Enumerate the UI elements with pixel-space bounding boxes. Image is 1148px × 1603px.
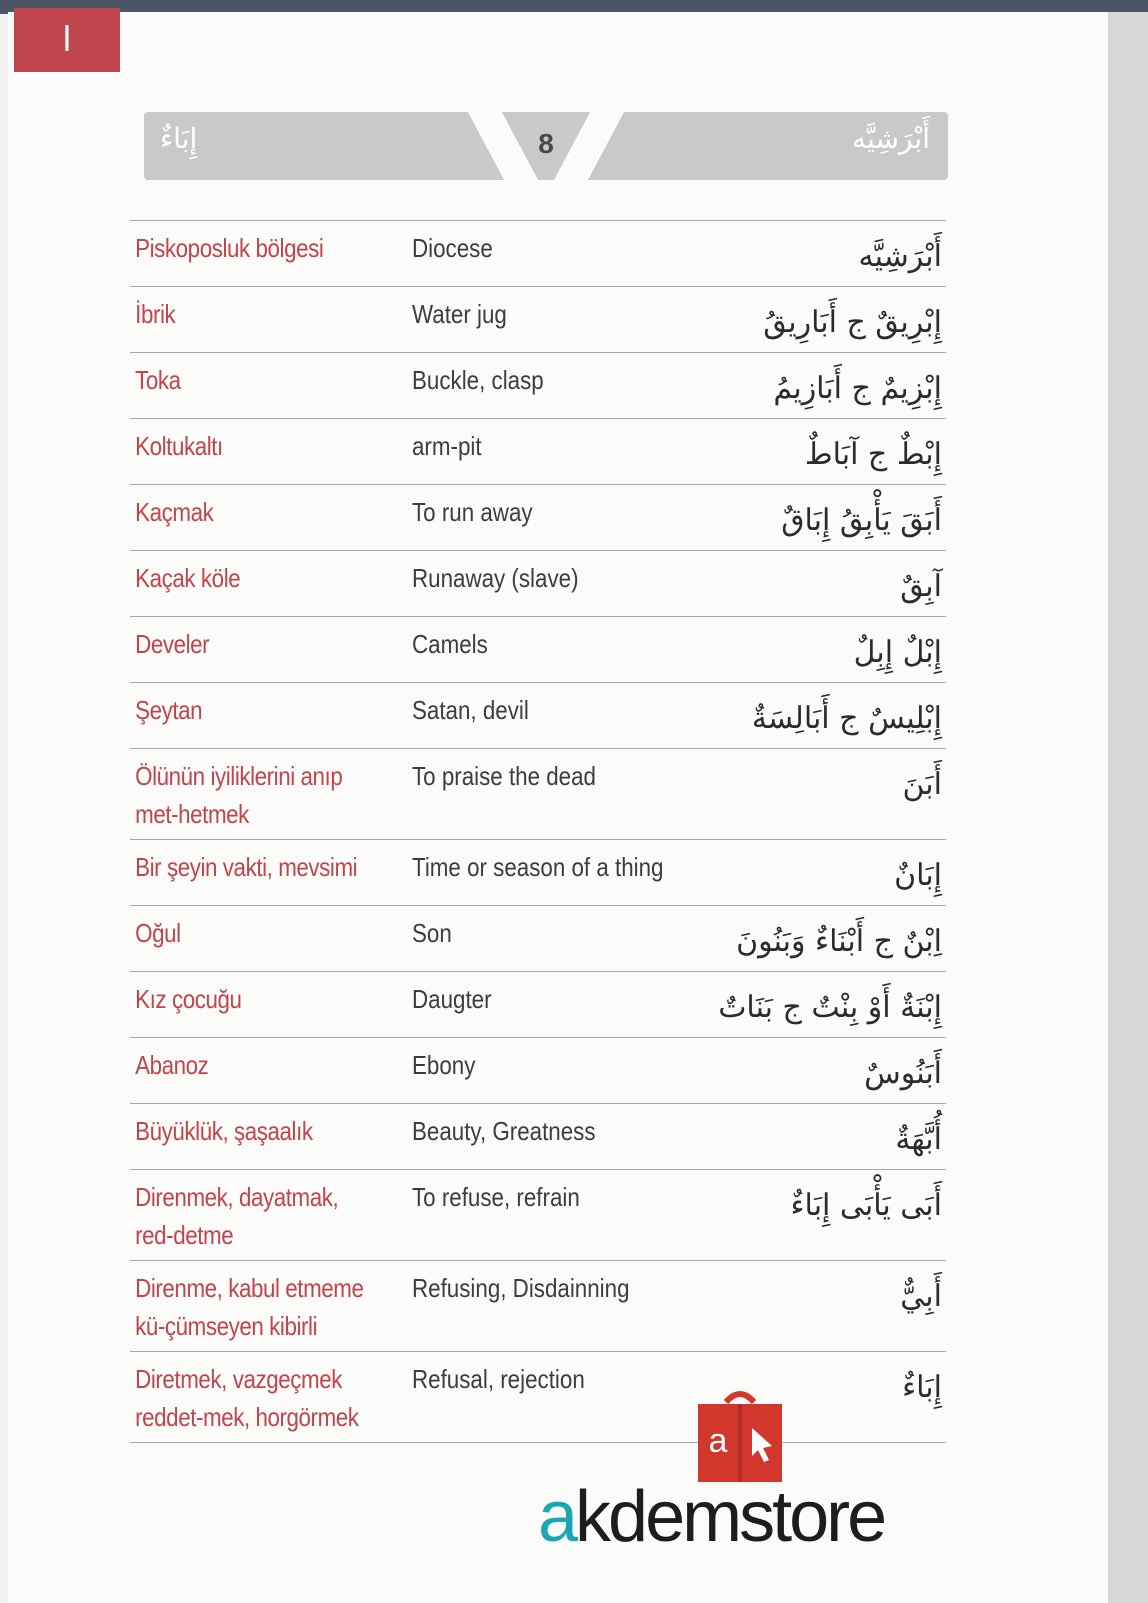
entry-row bbox=[130, 352, 946, 418]
header-first-word: أَبْرَشِيَّه bbox=[852, 122, 930, 155]
english-translation: Time or season of a thing bbox=[412, 852, 664, 882]
turkish-translation: Şeytan bbox=[135, 695, 203, 725]
entry-row bbox=[130, 905, 946, 971]
header-divider-right bbox=[554, 112, 624, 180]
entry-row bbox=[130, 839, 946, 905]
brand-accent: a bbox=[538, 1477, 576, 1557]
entry-row bbox=[130, 220, 946, 286]
english-translation: Runaway (slave) bbox=[412, 563, 579, 593]
english-translation: Camels bbox=[412, 629, 488, 659]
entry-row bbox=[130, 1260, 946, 1351]
entry-row bbox=[130, 971, 946, 1037]
entry-row bbox=[130, 748, 946, 839]
arabic-headword: اِبْنٌ ج أَبْنَاءٌ وَبَنُونَ bbox=[736, 924, 942, 959]
english-translation: To run away bbox=[412, 497, 533, 527]
entry-row bbox=[130, 1037, 946, 1103]
dictionary-entries bbox=[130, 220, 946, 1443]
book-letter: a bbox=[708, 1422, 728, 1460]
arabic-headword: إِبَانٌ bbox=[894, 858, 942, 893]
english-translation: Diocese bbox=[412, 233, 493, 263]
turkish-translation: Piskoposluk bölgesi bbox=[135, 233, 324, 263]
arabic-headword: إِبْلٌ إِبِلٌ bbox=[853, 635, 942, 670]
english-translation: Ebony bbox=[412, 1050, 476, 1080]
turkish-translation: Develer bbox=[135, 629, 210, 659]
turkish-translation: Kaçak köle bbox=[135, 563, 241, 593]
turkish-translation: Bir şeyin vakti, mevsimi bbox=[135, 852, 358, 882]
arabic-headword: إِبْنَةٌ أَوْ بِنْتٌ ج بَنَاتٌ bbox=[718, 990, 942, 1025]
turkish-translation: Diretmek, vazgeçmek reddet-mek, horgörmek bbox=[135, 1364, 359, 1432]
english-translation: arm-pit bbox=[412, 431, 482, 461]
page-number: 8 bbox=[538, 128, 554, 159]
page-right-edge bbox=[1108, 12, 1148, 1603]
book-cursor-icon bbox=[696, 1388, 784, 1484]
english-translation: Daugter bbox=[412, 984, 492, 1014]
entry-row bbox=[130, 484, 946, 550]
english-translation: Beauty, Greatness bbox=[412, 1116, 596, 1146]
turkish-translation: İbrik bbox=[135, 299, 176, 329]
header-last-word: إِبَاءٌ bbox=[160, 122, 198, 155]
english-translation: To praise the dead bbox=[412, 761, 596, 791]
brand-rest: kdemstore bbox=[575, 1477, 885, 1557]
turkish-translation: Kız çocuğu bbox=[135, 984, 242, 1014]
english-translation: Water jug bbox=[412, 299, 507, 329]
arabic-headword: أَبَنُوسٌ bbox=[864, 1056, 942, 1091]
arabic-headword: أَبَى يَأْبَى إِبَاءٌ bbox=[790, 1188, 942, 1223]
entry-row bbox=[130, 616, 946, 682]
arabic-headword: إِبْطٌ ج آبَاطٌ bbox=[804, 437, 942, 472]
turkish-translation: Ölünün iyiliklerini anıp met-hetmek bbox=[135, 761, 343, 829]
turkish-translation: Kaçmak bbox=[135, 497, 214, 527]
entry-row bbox=[130, 682, 946, 748]
turkish-translation: Büyüklük, şaşaalık bbox=[135, 1116, 313, 1146]
akdemstore-watermark bbox=[538, 1388, 948, 1558]
english-translation: Son bbox=[412, 918, 452, 948]
arabic-headword: أُبَّهَةٌ bbox=[895, 1122, 942, 1157]
english-translation: To refuse, refrain bbox=[412, 1182, 580, 1212]
arabic-headword: إِبْرِيقٌ ج أَبَارِيقُ bbox=[763, 305, 942, 340]
english-translation: Refusal, rejection bbox=[412, 1364, 585, 1394]
entry-row bbox=[130, 418, 946, 484]
arabic-headword: آبِقٌ bbox=[900, 569, 942, 604]
brand-wordmark bbox=[538, 1476, 884, 1558]
entry-row bbox=[130, 1103, 946, 1169]
turkish-translation: Abanoz bbox=[135, 1050, 209, 1080]
page-header-band bbox=[144, 112, 948, 180]
arabic-headword: إِبَاءٌ bbox=[902, 1370, 942, 1405]
turkish-translation: Koltukaltı bbox=[135, 431, 223, 461]
arabic-headword: أَبِيٌّ bbox=[900, 1279, 942, 1314]
arabic-headword: إِبْزِيمٌ ج أَبَازِيمُ bbox=[773, 371, 942, 406]
entry-row bbox=[130, 286, 946, 352]
turkish-translation: Direnmek, dayatmak, red-detme bbox=[135, 1182, 339, 1250]
arabic-headword: أَبْرَشِيَّه bbox=[858, 239, 942, 274]
turkish-translation: Direnme, kabul etmeme kü-çümseyen kibirli bbox=[135, 1273, 364, 1341]
entry-row bbox=[130, 1169, 946, 1260]
entry-row bbox=[130, 550, 946, 616]
turkish-translation: Oğul bbox=[135, 918, 181, 948]
english-translation: Refusing, Disdainning bbox=[412, 1273, 630, 1303]
english-translation: Buckle, clasp bbox=[412, 365, 544, 395]
arabic-headword: إِبْلِيسٌ ج أَبَالِسَةٌ bbox=[751, 701, 942, 736]
english-translation: Satan, devil bbox=[412, 695, 529, 725]
turkish-translation: Toka bbox=[135, 365, 181, 395]
arabic-headword: أَبَنَ bbox=[902, 767, 942, 802]
arabic-headword: أَبَقَ يَأْبِقُ إِبَاقٌ bbox=[781, 503, 942, 538]
alphabet-letter-tab: ا bbox=[14, 8, 120, 72]
